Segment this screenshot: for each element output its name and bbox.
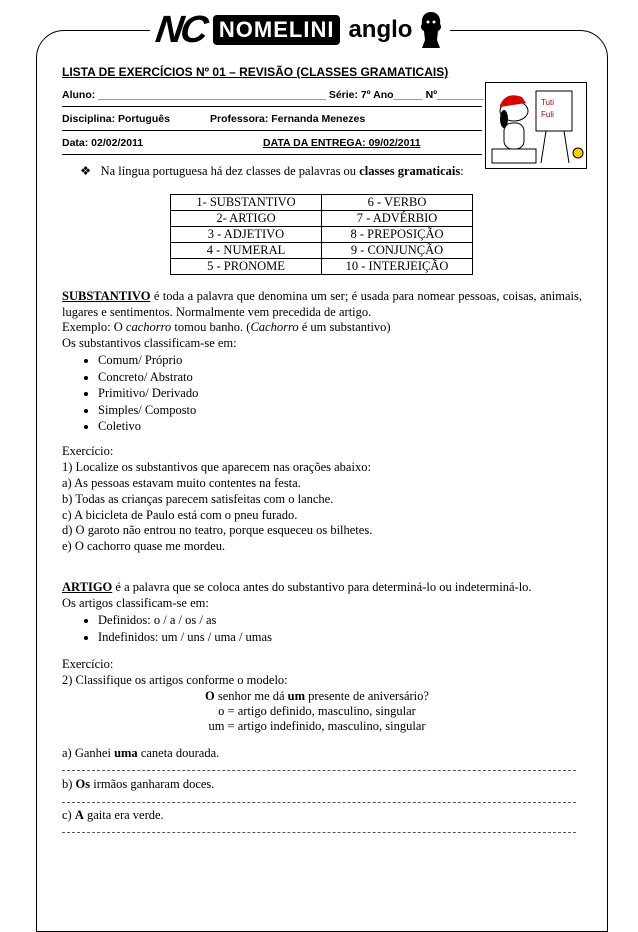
table-cell: 5 - PRONOME bbox=[171, 259, 322, 275]
table-cell: 8 - PREPOSIÇÃO bbox=[322, 227, 473, 243]
list-item: • Indefinidos: um / uns / uma / umas bbox=[98, 629, 582, 646]
header-rule bbox=[62, 106, 482, 107]
artigo-definition: ARTIGO é a palavra que se coloca antes do substantivo para determiná-lo ou indeterminá-lo. bbox=[62, 580, 532, 594]
snoopy-illustration bbox=[485, 82, 587, 169]
header-rule bbox=[62, 130, 482, 131]
table-cell: 9 - CONJUNÇÃO bbox=[322, 243, 473, 259]
answer-line[interactable] bbox=[62, 832, 576, 833]
teacher-label: Professora: Fernanda Menezes bbox=[210, 113, 366, 125]
list-item: • Definidos: o / a / os / as bbox=[98, 612, 582, 629]
exercise2-item-b: b) Os irmãos ganharam doces. bbox=[62, 777, 215, 791]
substantivo-list bbox=[62, 352, 582, 435]
exercise1-item: e) O cachorro quase me mordeu. bbox=[62, 539, 226, 553]
exercise2-item-c: c) A gaita era verde. bbox=[62, 808, 164, 822]
logo-anglo: anglo bbox=[348, 16, 413, 43]
table-cell: 3 - ADJETIVO bbox=[171, 227, 322, 243]
intro-text: Na língua portuguesa há dez classes de palavras ou bbox=[100, 164, 360, 178]
logo-nc: NC bbox=[153, 8, 208, 51]
exercise1-item: b) Todas as crianças parecem satisfeitas com o lanche. bbox=[62, 492, 334, 506]
exercise2-model-line: um = artigo indefinido, masculino, singular bbox=[208, 719, 426, 733]
exercise2-model: O senhor me dá um presente de aniversário? bbox=[205, 689, 429, 703]
table-cell: 1- SUBSTANTIVO bbox=[171, 195, 322, 211]
substantivo-classify: Os substantivos classificam-se em: bbox=[62, 336, 237, 350]
artigo-term: ARTIGO bbox=[62, 580, 113, 594]
table-row bbox=[171, 195, 473, 211]
header-rule bbox=[62, 154, 482, 155]
exercise2-label: Exercício: bbox=[62, 657, 114, 671]
date-label: Data: 02/02/2011 bbox=[62, 137, 144, 149]
exercise1-item: d) O garoto não entrou no teatro, porque esqueceu os bilhetes. bbox=[62, 523, 373, 537]
exercise2-model-line: o = artigo definido, masculino, singular bbox=[218, 704, 416, 718]
table-row bbox=[171, 243, 473, 259]
table-row bbox=[171, 227, 473, 243]
student-name-line: Aluno: _______________________________________ Série: 7º Ano_____ Nº________ bbox=[62, 89, 484, 101]
exercise1-item: c) A bicicleta de Paulo está com o pneu furado. bbox=[62, 508, 298, 522]
school-logo bbox=[150, 8, 450, 52]
table-row bbox=[171, 259, 473, 275]
intro-bold: classes gramaticais bbox=[359, 164, 461, 178]
list-item: • Coletivo bbox=[98, 418, 582, 435]
intro-paragraph: ❖ Na língua portuguesa há dez classes de palavras ou classes gramaticais: bbox=[80, 164, 464, 178]
substantivo-definition: SUBSTANTIVO é toda a palavra que denomina um ser; é usada para nomear pessoas, coisas, animais, lugares e sentimentos. Normalmente vem precedida de artigo. bbox=[62, 289, 582, 319]
due-date-label: DATA DA ENTREGA: 09/02/2011 bbox=[263, 137, 421, 149]
answer-line[interactable] bbox=[62, 802, 576, 803]
word-classes-table bbox=[170, 194, 473, 275]
table-cell: 6 - VERBO bbox=[322, 195, 473, 211]
list-item: • Simples/ Composto bbox=[98, 402, 582, 419]
artigo-classify: Os artigos classificam-se em: bbox=[62, 596, 209, 610]
list-item: • Comum/ Próprio bbox=[98, 352, 582, 369]
table-cell: 7 - ADVÉRBIO bbox=[322, 211, 473, 227]
table-row bbox=[171, 211, 473, 227]
exercise2-item-a: a) Ganhei uma caneta dourada. bbox=[62, 746, 220, 760]
exercise2-question: 2) Classifique os artigos conforme o modelo: bbox=[62, 673, 288, 687]
sign-text: Tuti bbox=[541, 98, 555, 107]
discipline-label: Disciplina: Português bbox=[62, 113, 170, 125]
diamond-bullet-icon: ❖ bbox=[80, 164, 92, 178]
artigo-list bbox=[62, 612, 582, 645]
table-cell: 2- ARTIGO bbox=[171, 211, 322, 227]
lion-icon bbox=[418, 10, 444, 50]
exercise1-item: a) As pessoas estavam muito contentes na festa. bbox=[62, 476, 301, 490]
list-item: • Primitivo/ Derivado bbox=[98, 385, 582, 402]
worksheet-title: LISTA DE EXERCÍCIOS Nº 01 – REVISÃO (CLASSES GRAMATICAIS) bbox=[62, 65, 449, 79]
substantivo-term: SUBSTANTIVO bbox=[62, 289, 151, 303]
exercise1-question: 1) Localize os substantivos que aparecem nas orações abaixo: bbox=[62, 460, 371, 474]
substantivo-example: Exemplo: O cachorro tomou banho. (Cachorro é um substantivo) bbox=[62, 320, 391, 334]
svg-text:Fuli: Fuli bbox=[541, 110, 554, 119]
table-cell: 10 - INTERJEIÇÃO bbox=[322, 259, 473, 275]
list-item: • Concreto/ Abstrato bbox=[98, 369, 582, 386]
answer-line[interactable] bbox=[62, 770, 576, 771]
logo-nomelini: NOMELINI bbox=[213, 15, 341, 45]
table-cell: 4 - NUMERAL bbox=[171, 243, 322, 259]
snoopy-drawing bbox=[486, 83, 586, 168]
exercise1-label: Exercício: bbox=[62, 444, 114, 458]
